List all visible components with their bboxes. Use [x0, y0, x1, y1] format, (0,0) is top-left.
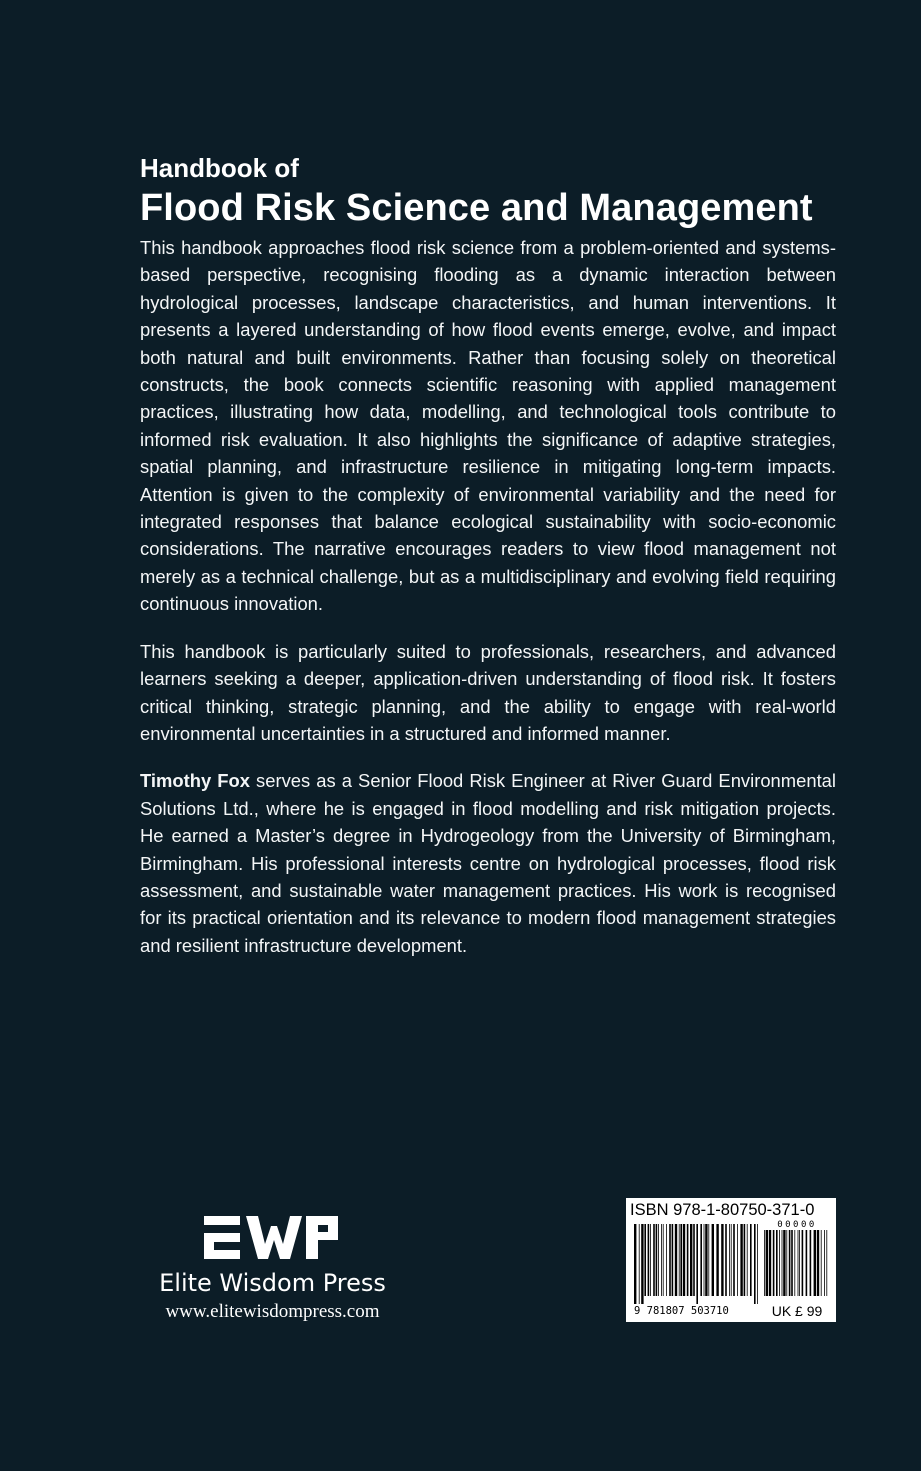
barcode-bar	[721, 1224, 723, 1296]
description-paragraph-2: This handbook is particularly suited to professionals, researchers, and advanced learners seeking a deeper, application-driven understanding of flood risk. It fosters critical thinking, strategic planning, and the ability to engage with real-world environmental uncertainties in a structured and informed manner.	[140, 640, 836, 744]
barcode-bar	[672, 1224, 674, 1296]
author-bio: serves as a Senior Flood Risk Engineer at River Guard Environmental Solutions Ltd., where he is engaged in flood modelling and risk mitigation projects. He earned a Master’s degree in Hydrogeology from the University of Birmingham, Birmingham. His professional interests centre on hydrological processes, flood risk assessment, and sustainable water management practices. His work is recognised for its practical orientation and its relevance to modern flood management strategies and resilient infrastructure development.	[140, 770, 836, 956]
author-bio-paragraph	[140, 767, 836, 959]
barcode-bar	[712, 1224, 714, 1296]
barcode-bar	[799, 1230, 800, 1296]
barcode-bar	[696, 1224, 698, 1304]
main-barcode-bars	[634, 1224, 760, 1304]
barcode-bar	[639, 1224, 640, 1304]
barcode-bar	[648, 1224, 650, 1296]
barcode-bar	[675, 1224, 677, 1296]
barcode-bar	[764, 1230, 765, 1296]
barcode-bar	[658, 1224, 659, 1296]
barcode-bar	[747, 1224, 748, 1296]
description-paragraph-1: This handbook approaches flood risk science from a problem-oriented and systems-based perspective, recognising flooding as a dynamic interaction between hydrological processes, landscape characteristics, and human interventions. It presents a layered understanding of how flood events emerge, evolve, and impact both natural and built environments. Rather than focusing solely on theoretical constructs, the book connects scientific reasoning with applied management practices, illustrating how data, modelling, and technological tools contribute to informed risk evaluation. It also highlights the significance of adaptive strategies, spatial planning, and infrastructure resilience in mitigating long-term impacts. Attention is given to the complexity of environmental variability and the need for integrated responses that balance ecological sustainability with socio-economic considerations. The narrative encourages readers to view flood management not merely as a technical challenge, but as a multidisciplinary and evolving field requiring continuous innovation.	[140, 237, 836, 615]
barcode-bar	[731, 1224, 732, 1296]
barcode-bar	[791, 1230, 793, 1296]
barcode-bar	[754, 1224, 756, 1304]
barcode-bar	[705, 1224, 707, 1296]
barcode-bar	[798, 1230, 799, 1296]
barcode-bar	[644, 1224, 646, 1296]
barcode-bar	[708, 1224, 709, 1296]
barcode-bar	[729, 1224, 730, 1296]
title-line-1: Handbook of	[140, 153, 299, 183]
barcode-bar	[794, 1230, 795, 1296]
barcode-bar	[750, 1224, 752, 1296]
book-title: Flood Risk Science and Management	[140, 187, 813, 229]
barcode-bar	[704, 1224, 705, 1296]
addon-barcode-bars	[764, 1230, 828, 1304]
barcode-bar	[776, 1230, 778, 1296]
barcode-addon-digits: 00000	[777, 1220, 817, 1230]
back-cover-content	[140, 152, 836, 959]
barcode-bar	[700, 1224, 702, 1296]
barcode-bar	[737, 1224, 738, 1296]
barcode-bar	[716, 1224, 718, 1296]
publisher-name: Elite Wisdom Press	[159, 1269, 386, 1297]
barcode-bar	[824, 1230, 825, 1296]
barcode-bar	[683, 1224, 685, 1296]
barcode-bar	[826, 1230, 827, 1296]
publisher-website: www.elitewisdompress.com	[165, 1301, 380, 1322]
barcode-bar	[641, 1224, 643, 1304]
barcode-bar	[650, 1224, 651, 1296]
barcode-bar	[783, 1230, 785, 1296]
barcode-bar	[773, 1230, 775, 1296]
barcode-bar	[821, 1230, 822, 1296]
barcode-bar	[740, 1224, 742, 1296]
barcode-bar	[687, 1224, 689, 1296]
barcode-bar	[789, 1230, 791, 1296]
barcode-bar	[733, 1224, 735, 1296]
barcode-bar	[766, 1230, 768, 1296]
barcode-digits: 9 781807 503710	[634, 1305, 729, 1317]
barcode-bar	[693, 1224, 695, 1296]
barcode-bar	[661, 1224, 662, 1296]
barcode-bar	[656, 1224, 658, 1296]
barcode-bar	[690, 1224, 692, 1296]
isbn-barcode	[626, 1198, 836, 1322]
barcode-bar	[769, 1230, 771, 1296]
barcode-bar	[679, 1224, 680, 1296]
ewp-logo-mark-icon	[202, 1212, 342, 1262]
barcode-bar	[680, 1224, 682, 1296]
price-label: UK £ 99	[771, 1303, 823, 1319]
barcode-bar	[757, 1224, 758, 1304]
barcode-bar	[802, 1230, 804, 1296]
isbn-number: ISBN 978-1-80750-371-0	[630, 1201, 815, 1219]
barcode-bar	[744, 1224, 746, 1296]
barcode-bar	[806, 1230, 808, 1296]
barcode-bar	[663, 1224, 664, 1296]
barcode-bar	[725, 1224, 727, 1296]
barcode-bar	[782, 1230, 783, 1296]
barcode-bar	[817, 1230, 819, 1296]
barcode-bar	[669, 1224, 671, 1296]
barcode-bar	[810, 1230, 812, 1296]
barcode-bar	[653, 1224, 655, 1296]
barcode-bar	[786, 1230, 787, 1296]
barcode-bar	[666, 1224, 667, 1296]
barcode-bar	[814, 1230, 816, 1296]
barcode-bar	[779, 1230, 780, 1296]
author-name: Timothy Fox	[140, 770, 250, 792]
barcode-bar	[634, 1224, 636, 1304]
